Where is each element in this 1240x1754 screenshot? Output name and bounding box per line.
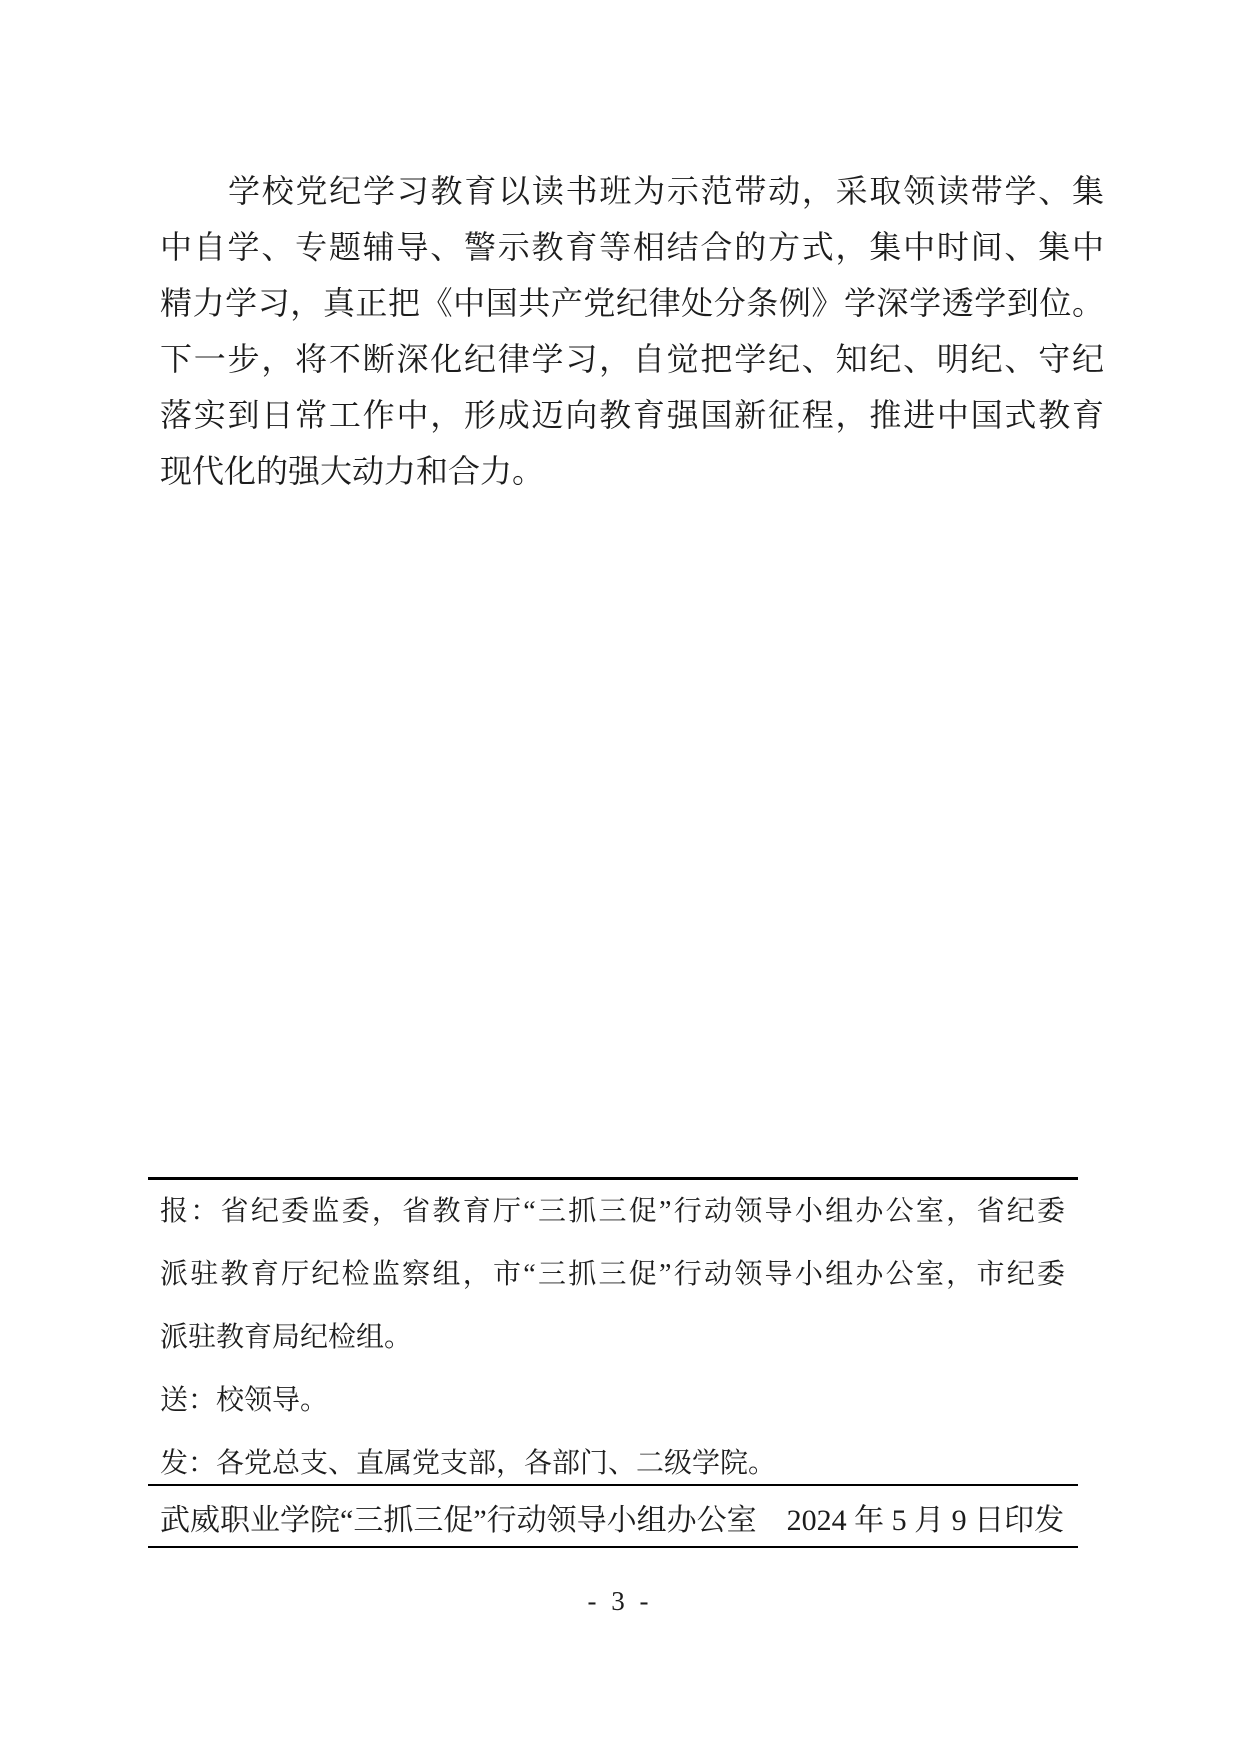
body-paragraph-line: 下一步，将不断深化纪律学习，自觉把学纪、知纪、明纪、守纪 — [160, 341, 1104, 377]
report-to-line: 报：省纪委监委，省教育厅“三抓三促”行动领导小组办公室，省纪委 — [160, 1196, 1065, 1227]
body-paragraph-line: 落实到日常工作中，形成迈向教育强国新征程，推进中国式教育 — [160, 397, 1104, 433]
report-to-line: 派驻教育局纪检组。 — [160, 1322, 413, 1353]
body-paragraph-line: 现代化的强大动力和合力。 — [160, 453, 545, 489]
distribution-block — [160, 1180, 1065, 1495]
body-paragraph-line: 学校党纪学习教育以读书班为示范带动，采取领读带学、集 — [228, 173, 1104, 209]
imprint-line: 武威职业学院“三抓三促”行动领导小组办公室 2024 年 5 月 9 日印发 — [160, 1504, 1065, 1537]
imprint-top-rule — [148, 1484, 1078, 1486]
report-to-line: 派驻教育厅纪检监察组，市“三抓三促”行动领导小组办公室，市纪委 — [160, 1259, 1065, 1290]
send-to-line: 送：校领导。 — [160, 1385, 329, 1416]
body-paragraph — [160, 163, 1104, 499]
imprint-bottom-rule — [148, 1546, 1078, 1548]
body-paragraph-line: 中自学、专题辅导、警示教育等相结合的方式，集中时间、集中 — [160, 229, 1104, 265]
page-number: - 3 - — [587, 1586, 653, 1616]
issue-to-line: 发：各党总支、直属党支部，各部门、二级学院。 — [160, 1448, 777, 1479]
body-paragraph-line: 精力学习，真正把《中国共产党纪律处分条例》学深学透学到位。 — [160, 285, 1104, 321]
